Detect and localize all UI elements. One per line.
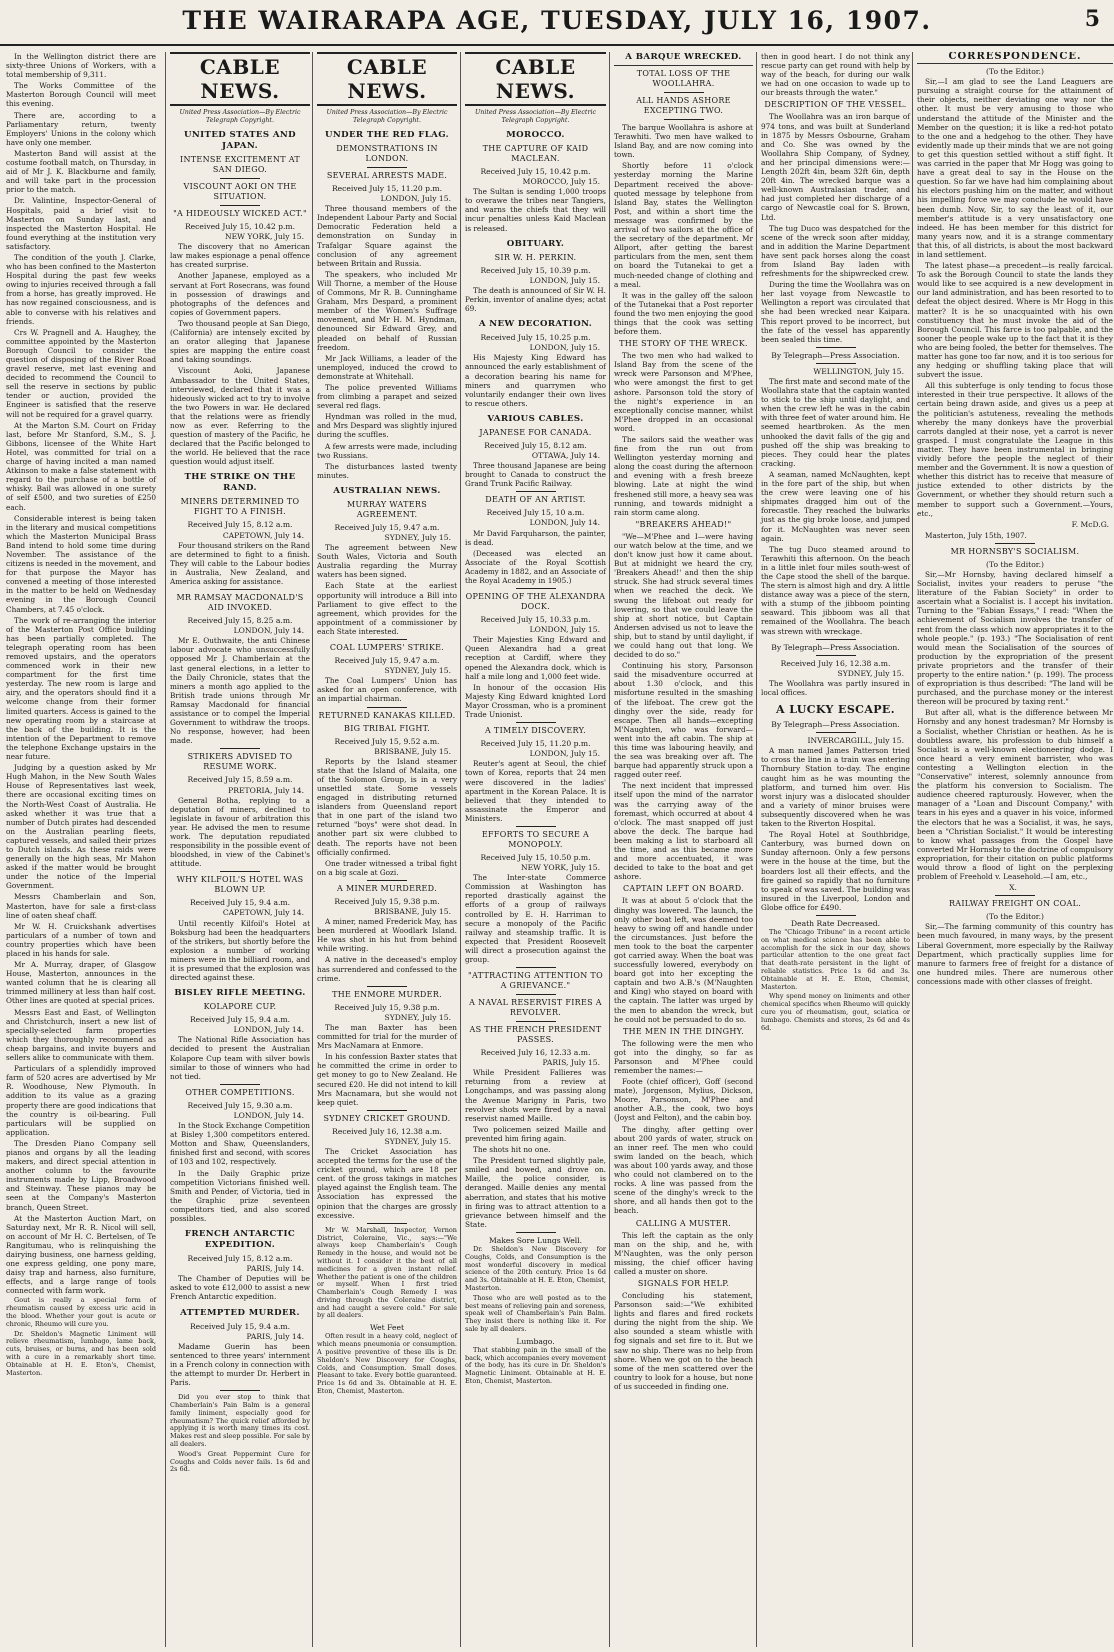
paragraph: The tug Duco steamed around to Terawhiti this afternoon. On the beach in a little inlet four miles south-west of the Cape stood the shell of the barque. The stern is almost high and dry. A little distance away was a piece of the stern, with a stump of the jibboom pointing seaward. This jibboom was all that remained of the Woollahra. The beach was strewn with wreckage. [761,544,910,636]
advertisement: Did you ever stop to think that Chamberlain's Pain Balm is a general family liniment, especially good for rheumatism? The quick relief afforded by applying it is worth many times its cost. Makes rest and sleep possible. For sale by all dealers. [170,1393,310,1448]
dateline: MOROCCO, July 15. [522,177,600,187]
paragraph: The Sultan is sending 1,000 troops to overawe the tribes near Tangiers, and warns the chiefs that they will incur penalties unless Kaid Maclean is released. [465,187,606,233]
article-subheading: KOLAPORE CUP. [203,1002,277,1012]
paragraph: Masterton Band will assist at the costume football match, on Thursday, in aid of Mr J. K. Blackburne and family, and will take part in the procession prior to the match. [6,148,156,195]
paragraph: Judging by a question asked by Mr Hugh Mahon, in the New South Wales House of Representatives last week, there are occasional exciting times on the North-West Coast of Australia. He asked whether it was true that a number of Dutch pirates had descended on the Australian pearling fleets, captured vessels, and sailed their prizes to Dutch islands. As these raids were generally on the high seas, Mr Mahon asked if the matter would be brought under the notice of the Imperial Government. [6,763,156,891]
received-line: Received July 15, 10 a.m. [486,508,585,518]
received-line: Received July 15, 9.47 a.m. [334,656,440,666]
paragraph: The next incident that impressed itself upon the mind of the narrator was the carrying away of the foremast, which occurred at about 4 o'clock. The mast snapped off just above the deck. The barque had been making a list to starboard all the time, and as this became more and more accentuated, it was decided to take to the boat and get ashore. [614,781,753,882]
paragraph: The following were the men who got into the dinghy, so far as Parsonson and M'Phee could remember the names:— [614,1038,753,1075]
paragraph: The death is announced of Sir W. H. Perkin, inventor of analine dyes; actat 69. [465,285,606,314]
divider [220,748,260,749]
divider [516,1021,556,1022]
received-line: Received July 15, 8.12 a.m. [187,520,293,530]
article-heading: VARIOUS CABLES. [487,413,584,424]
paragraph: Hyndman was rolled in the mud, and Mrs Despard was slightly injured during the scuffles. [317,412,457,440]
paragraph: The Royal Hotel at Southbridge, Canterbury, was burned down on Sunday afternoon. Only a few persons were in the house at the time, but the boarders lost all their effects, and the fire gained so rapidly that no furniture to speak of was saved. The building was insured in the Liverpool, London and Globe office for £490. [761,830,910,912]
article-subheading: SEVERAL ARRESTS MADE. [326,171,448,180]
article-heading: A BARQUE WRECKED. [614,52,753,66]
paragraph: The Cricket Association has accepted the terms for the use of the cricket ground, which are 18 per cent. of the gross takings in matches played against the English team. The Association has expressed the opinion that the charges are grossly excessive. [317,1146,457,1220]
dateline: PARIS, July 15. [542,1058,600,1068]
paragraph: A native in the deceased's employ has surrendered and confessed to the crime. [317,955,457,983]
salutation: (To the Editor.) [986,559,1044,569]
divider [367,1110,407,1111]
dateline: NEW YORK, July 15. [520,863,600,873]
paragraph: The first mate and second mate of the Woollahra state that the captain wanted to stick to the ship until daylight, and when the crew left he was in the cabin with three feet of water around him. He seemed heartbroken. As the men unhooked the davit falls of the gig and pushed off the ship was breaking to pieces. They could hear the plates cracking. [761,377,910,468]
paragraph: Reports by the Island steamer state that the Island of Malaita, one of the Solomon Group, is in a very unsettled state. Some vessels engaged in distributing returned islanders from Queensland report that in one part of the island two returned "boys" were shot dead. In another part six were clubbed to death. The reports have not been officially confirmed. [317,756,457,857]
letter-date: Masterton, July 15th, 1907. [925,530,1027,540]
article-subheading: BIG TRIBAL FIGHT. [344,723,430,733]
dateline: LONDON, July 15. [529,343,600,353]
received-line: Received July 15, 9.4 a.m. [189,1321,291,1331]
article-subheading: EFFORTS TO SECURE A MONOPOLY. [481,829,590,849]
article-subheading: THE STORY OF THE WRECK. [619,339,748,349]
paragraph: Sir,—Mr Hornsby, having declared himself a Socialist, invites your readers to peruse "the literature of the Fabian Society" in order to ascertain what a Socialist is. I accept his invitation. Turning to the "Fabian Essays," I read: "When the achievement of Socialism involves the transfer of rent from the class which now appropriates it to the whole people." (p. 193.) "The Socialisation of rent would mean the Socialisation of the sources of production by the expropriation of the present private proprietors and the transfer of their property to the entire nation." (p. 199). The process of expropriation is thus described: "The land will be purchased, and the purchase money or the interest thereon will be procured by taxing rent." [917,569,1113,707]
advertisement-heading: Makes Sore Lungs Well. [489,1235,582,1245]
article-heading: AUSTRALIAN NEWS. [333,485,441,496]
paragraph: Sir,—The farming community of this country has been much favoured, in many ways, by the present Liberal Government, more especially by the Railway Department, which practically supplies lime for manure to farmers free of freight for a distance of one hundred miles. There are numerous other concessions made with other classes of freight. [917,922,1113,986]
dateline: SYDNEY, July 15. [384,666,451,676]
divider [220,589,260,590]
paragraph: In the Daily Graphic prize competition Victorians finished well. Smith and Pender, of Victoria, tied in the Graphic prize seventeen competitors tied, and also scored possibles. [170,1168,310,1223]
paragraph: Each State at the earliest opportunity will introduce a Bill into Parliament to give effect to the agreement, which provides for the appointment of a commissioner by each State interested. [317,581,457,636]
article-subheading: DEMONSTRATIONS IN LONDON. [336,144,438,163]
paragraph: The Dresden Piano Company sell pianos and organs by all the leading makers, and direct special attention in another column to the favourite instruments made by Lipp, Broadwood and Steinway. These pianos may be seen at the Company's Masterton branch, Queen Street. [6,1138,156,1212]
article-subheading: DESCRIPTION OF THE VESSEL. [764,100,907,110]
divider [516,1232,556,1233]
received-line: Received July 15, 9.47 a.m. [334,522,440,532]
paragraph: Another Japanese, employed as a servant at Fort Rosecrans, was found in possession of drawings and photographs of the defences and copies of Government papers. [170,271,310,317]
paragraph: Their Majesties King Edward and Queen Alexandra had a great reception at Cardiff, where they opened the Alexandra dock, which is half a mile long and 1,000 feet wide. [465,635,606,681]
article-heading: UNDER THE RED FLAG. [324,130,450,140]
press-credit: United Press Association—By Electric Telegraph Copyright. [326,109,448,124]
paragraph: The Coal Lumpers' Union has asked for an open conference, with an impartial chairman. [317,676,457,704]
paragraph: The police prevented Williams from climbing a parapet and seized several red flags. [317,382,457,411]
dateline: SYDNEY, July 15. [384,533,451,542]
advertisement: Dr. Sheldon's New Discovery for Coughs, Colds, and Consumption is the most wonderful discovery in medical science of the 20th century. Price 1s 6d and 3s. Obtainable at H. E. Eton, Chemist, Masterton. [465,1244,606,1292]
divider [995,543,1035,544]
received-line: Received July 15, 9.4 a.m. [189,898,291,908]
divider [367,639,407,640]
received-line: Received July 15, 9.4 a.m. [189,1015,291,1025]
received-line: Received July 16, 12.38 a.m. [332,1126,442,1136]
divider [516,722,556,723]
paragraph: All this subterfuge is only tending to focus those interested in their true perspective. It allows of the certain being drawn aside, and gives us a peep at the politician's astuteness, revealing the methods whereby the many donkeys have the proverbial carrots dangled at their nose, yet a carrot is never grasped. I must congratulate the League in this matter. They have been instrumental in bringing vividly before the people the neglect of their member and the Government. It is now a question of whether this district has to receive that measure of justice extended to other districts by the Government, or whether they should return such a member to support such a Government.—Yours, etc., [917,381,1113,518]
article-heading: MOROCCO. [506,130,565,140]
divider [816,655,856,656]
paragraph: There are, according to a Parliamentary return, twenty Employers' Unions in the colony which have only one member. [6,110,156,147]
article-subheading: CAPTAIN LEFT ON BOARD. [622,884,744,894]
divider [816,915,856,916]
paragraph: Messrs East and East, of Wellington and Christchurch, insert a new list of specially-selected farm properties which they thoroughly recommend as cheap bargains, and invite buyers and sellers alike to communicate with them. [6,1007,156,1063]
article-subheading: "BREAKERS AHEAD!" [635,519,732,529]
paragraph: A miner, named Frederick May, has been murdered at Woodlark Island. He was shot in his hut from behind while writing. [317,917,457,954]
salutation: (To the Editor.) [986,912,1044,922]
dateline: SYDNEY, July 15. [837,668,904,678]
received-line: Received July 15, 9.38 p.m. [334,896,440,906]
advertisement: That stabbing pain in the small of the back, which accompanies every movement of the body, has its cure in Dr. Sheldon's Magnetic Liniment. Obtainable at H. E. Eton, Chemist, Masterton. [465,1345,606,1386]
divider [516,491,556,492]
divider [367,167,407,168]
paragraph: In the Wellington district there are sixty-three Unions of Workers, with a total membership of 9,311. [6,52,156,80]
column-cable-news-3 [460,52,610,1647]
column-barque-wrecked [609,52,757,1647]
paragraph: Continuing his story, Parsonson said the misadventure occurred at about 1.30 o'clock, and this misfortune resulted in the smashing of the lifeboat. The crew got the dinghy over the side, ready for escape. Then all hands—excepting M'Naughten, who was forward—went into the aft cabin. The ship at this time was labouring heavily, and the sea was breaking over aft. The barque had apparently struck upon a ragged outer reef. [614,661,753,780]
article-subheading: SIGNALS FOR HELP. [637,1278,730,1288]
article-subheading: VISCOUNT AOKI ON THE SITUATION. [183,182,297,201]
article-heading: OBITUARY. [506,238,565,249]
article-subheading: TOTAL LOSS OF THE WOOLLAHRA. [636,69,731,88]
advertisement-heading: Lumbago. [516,1336,555,1346]
advertisement: Often result in a heavy cold, neglect of which means pneumonia or consumption. A positive preventive of these ills is Dr. Sheldon's New Discovery for Coughs, Colds, and Consumption. Small doses. Pleasant to take. Every bottle guaranteed. Price 1s 6d and 3s. Obtainable at H. E. Eton, Chemist, Masterton. [317,1332,457,1395]
dateline: LONDON, July 15. [529,275,600,285]
divider [995,895,1035,896]
paragraph: The National Rifle Association has decided to present the Australian Kolapore Cup team with silver bowls similar to those of winners who had not tied. [170,1035,310,1081]
advertisement-heading: Wet Feet [369,1323,405,1333]
newspaper-title: THE WAIRARAPA AGE, TUESDAY, JULY 16, 1907. [182,6,932,35]
signature: X. [1009,883,1017,893]
article-subheading: MR RAMSAY MACDONALD'S AID INVOKED. [176,593,304,613]
paragraph: Until recently Kilfoil's Hotel at Boksburg had been the headquarters of the strikers, but shortly before the explosion a number of working miners were in the billiard room, and it is presumed that the explosion was directed against these. [170,918,310,983]
paragraph: The two men who had walked to Island Bay from the scene of the wreck were Parsonson and M'Phee, who were amongst the first to get ashore. Parsonson told the story of the night's experience in an exceptionally concise manner, whilst M'Phee dropped in an occasional word. [614,351,753,433]
divider [816,732,856,733]
paragraph: Four thousand strikers on the Rand are determined to fight to a finish. They will cable to the Labour bodies in Australia, New Zealand, and America asking for assistance. [170,540,310,586]
paragraph: Two policemen seized Maille and prevented him firing again. [465,1124,606,1143]
article-subheading: "A HIDEOUSLY WICKED ACT." [173,209,307,218]
advertisement: Wood's Great Peppermint Cure for Coughs and Colds never fails. 1s 6d and 2s 6d. [170,1449,310,1474]
dateline: SYDNEY, July 15. [384,1012,451,1022]
paragraph: It was in the galley off the saloon of the Tutanekai that a Post reporter found the two men enjoying the good things that the cook was setting before them. [614,290,753,337]
article-subheading: INTENSE EXCITEMENT AT SAN DIEGO. [180,155,300,174]
column-correspondence [912,52,1114,1647]
received-line: Received July 15, 11.20 p.m. [480,739,591,749]
article-subheading: SYDNEY CRICKET GROUND. [323,1113,451,1123]
dateline: LONDON, July 15. [380,194,451,204]
paragraph: Messrs Chamberlain and Son, Masterton, have for sale a first-class line of oaten sheaf chaff. [6,892,156,920]
paragraph: The man Baxter has been committed for trial for the murder of Mrs MacNamara at Enmore. [317,1022,457,1051]
article-subheading: WHY KILFOIL'S HOTEL WAS BLOWN UP. [176,875,304,895]
article-subheading: RAILWAY FREIGHT ON COAL. [948,899,1082,909]
column-cable-news-1 [165,52,314,1647]
dateline: LONDON, July 14. [233,626,304,636]
received-line: Received July 15, 8.12 a.m. [187,1254,293,1264]
dateline: LONDON, July 14. [233,1025,304,1035]
article-heading: UNITED STATES AND JAPAN. [183,130,296,151]
press-credit: United Press Association—By Electric Telegraph Copyright. [474,109,597,124]
dateline: BRISBANE, July 15. [374,907,451,916]
paragraph: But after all, what is the difference between Mr Hornsby and any honest tradesman? Mr Hornsby is a Socialist, whether Christian or heathen. As he is doubtless aware, his profession to dub himself a Socialist is a well-known electioneering dodge. I once heard a very eminent barrister, who was contesting a Wellington election in the "Conservative" interest, solemnly announce from the platform his conversion to Socialism. The audience cheered rapturously. However, when the manager of a "Loan and Discount Company," with tears in his eyes and a quaver in his voice, informed the electors that he was a Socialist, it was, he says, been a "Christian Socialist." It would be interesting to know what passages from the Gospel have converted Mr Hornsby to the doctrine of compulsory expropriation, for their citation on public platforms would throw a flood of light on the perplexing problem of Freehold v. Leasehold.—I am, etc., [917,708,1113,882]
paragraph: The Woollahra was an iron barque of 974 tons, and was built at Sunderland in 1875 by Messrs Osbourne, Graham and Co. She was owned by the Woollahra Ship Company, of Sydney, and her principal dimensions were:—Length 202ft 4in, beam 32ft 6in, depth 20ft 4in. The wrecked barque was a well-known Australasian trader, and had just completed her discharge of a cargo of Newcastle coal for S. Brown, Ltd. [761,112,910,222]
article-subheading: MR HORNSBY'S SOCIALISM. [950,546,1080,556]
dateline: INVERCARGILL, July 15. [807,736,904,746]
dateline: NEW YORK, July 15. [224,232,304,242]
divider [664,119,704,120]
article-subheading: THE ENMORE MURDER. [332,989,442,999]
paragraph: Viscount Aoki, Japanese Ambassador to the United States, interviewed, declared that it was a hideously wicked act to try to involve the two Powers in war. He declared that the relations were as friendly now as ever. Referring to the question of mastery of the Pacific, he declared that the Pacific belonged to the world. He believed that the race question would adjust itself. [170,366,310,467]
paragraph: Considerable interest is being taken in the literary and musical competitions which the Masterton Municipal Brass Band intend to hold some time during November. The assistance of the citizens is needed in the movement, and for that purpose the Mayor has convened a meeting of those interested in the matter to be held on Wednesday evening in the Borough Council Chambers, at 7.45 o'clock. [6,513,156,614]
section-banner: CABLE NEWS. [465,52,606,106]
dateline: LONDON, July 14. [233,1110,304,1120]
paragraph: Mr W. H. Cruickshank advertises particulars of a number of town and country properties which have been placed in his hands for sale. [6,921,156,958]
column-local-news [6,52,160,1647]
article-subheading: AS THE FRENCH PRESIDENT PASSES. [469,1025,602,1045]
paragraph: Two thousand people at San Diego, (California) are intensely excited by an orator alleging that Japanese spies are mapping the entire coast and taking soundings. [170,318,310,365]
masthead [0,0,1114,46]
received-line: Received July 15, 8.25 a.m. [187,616,293,626]
article-heading: FRENCH ANTARCTIC EXPEDITION. [184,1229,296,1251]
divider [220,178,260,179]
telegraph-credit: By Telegraph—Press Association. [771,642,900,652]
dateline: PARIS, July 14. [246,1331,304,1341]
column-wreck-continued [756,52,914,1647]
paragraph: The condition of the youth J. Clarke, who has been confined to the Masterton Hospital during the past few weeks owing to injuries received through a fall from a horse, has greatly improved. He has now regained consciousness, and is able to converse with his relatives and friends. [6,252,156,326]
telegraph-credit: By Telegraph—Press Association. [771,720,900,730]
paragraph: The barque Woollahra is ashore at Terawhiti. Two men have walked to Island Bay, and are now coming into town. [614,123,753,160]
article-heading: BISLEY RIFLE MEETING. [174,988,306,999]
article-subheading: MURRAY WATERS AGREEMENT. [346,499,427,519]
paragraph: During the time the Woollahra was on her last voyage from Newcastle to Wellington a report was circulated that she had been wrecked near Kaipara. This report proved to be incorrect, but the fate of the vessel has apparently been sealed this time. [761,280,910,344]
page-number: 5 [1084,6,1100,32]
section-banner: CABLE NEWS. [170,52,310,106]
article-subheading: DEATH OF AN ARTIST. [485,495,586,505]
received-line: Received July 15, 10.33 p.m. [480,615,591,625]
dateline: CAPETOWN, July 14. [222,530,304,540]
paragraph: The dinghy, after getting over about 200 yards of water, struck on an inner reef. The men who could swim landed on the beach, which was about 100 yards away, and those who could not clambered on to the rocks. A line was passed from the scene of the dinghy's wreck to the shore, and all hands then got to the beach. [614,1124,753,1216]
dateline: SYDNEY, July 15. [384,1136,451,1146]
paragraph: A man named James Patterson tried to cross the line in a train was entering Thornbury Station to-day. The engine caught him as he was mounting the platform, and turned him over. His worst injury was a dislocated shoulder and a variety of minor bruises were subsequently discovered when he was taken to the Riverton Hospital. [761,746,910,829]
paragraph: One trader witnessed a tribal fight on a big scale at Gozi. [317,858,457,877]
article-subheading: ALL HANDS ASHORE EXCEPTING TWO. [636,96,731,115]
paragraph: The tug Duco was despatched for the scene of the wreck soon after midday, and in addition the Marine Department have sent pack horses along the coast from Island Bay laden with refreshments for the shipwrecked crew. [761,223,910,279]
paragraph: In the Stock Exchange Competition at Bisley 1,300 competitors entered. Motton and Shaw, Queenslanders, finished first and second, with scores of 103 and 102, respectively. [170,1121,310,1167]
paragraph: Crs W. Pragnell and A. Haughey, the committee appointed by the Masterton Borough Council to consider the question of disposing of the River Road gravel reserve, met last evening and decided to recommend the Council to sell the reserve in sections by public tender or auction, provided the Engineer is satisfied that the reserve will not be required for a gravel quarry. [6,327,156,419]
paragraph: Particulars of a splendidly improved farm of 520 acres are advertised by Mr R. Woodhouse, New Plymouth. In addition to its value as a grazing property there are good indications that the country is oil-bearing. Full particulars will be supplied on application. [6,1064,156,1137]
paragraph: Madame Guerin has been sentenced to three years' internment in a French colony in connection with the attempt to murder Dr. Herbert in Paris. [170,1341,310,1388]
paragraph: The Woollahra was partly insured in local offices. [761,678,910,697]
paragraph: While President Fallieres was returning from a review at Longchamps, and was passing along the Avenue Marigny in Paris, two revolver shots were fired by a naval reservist named Maille. [465,1068,606,1123]
received-line: Received July 15, 9.52 a.m. [334,736,440,746]
paragraph: The disturbances lasted twenty minutes. [317,461,457,480]
paragraph: Dr. Valintine, Inspector-General of Hospitals, paid a brief visit to Masterton on Sunday last, and inspected the Masterton Hospital. He found everything at the institution very satisfactory. [6,196,156,251]
divider [367,707,407,708]
paragraph: In his confession Baxter states that he committed the crime in order to get money to go to New Zealand. He secured £20. He did not intend to kill Mrs Macnamara, but she would not keep quiet. [317,1052,457,1107]
article-heading: THE STRIKE ON THE RAND. [184,472,296,494]
dateline: CAPETOWN, July 14. [222,908,304,918]
received-line: Received July 15, 11.20 p.m. [331,184,443,193]
divider [367,986,407,987]
divider [816,639,856,640]
received-line: Received July 15, 8.59 a.m. [187,775,293,785]
dateline: LONDON, July 15. [529,625,600,635]
paragraph: A few arrests were made, including two Russians. [317,441,457,460]
dateline: LONDON, July 15. [529,749,600,759]
article-subheading: THE CAPTURE OF KAID MACLEAN. [482,144,589,163]
dateline: PARIS, July 14. [246,1264,304,1274]
paragraph: The shots hit no one. [473,1145,551,1155]
paragraph: The agreement between New South Wales, Victoria and South Australia regarding the Murray waters has been signed. [317,543,457,580]
paragraph: Reuter's agent at Seoul, the chief town of Korea, reports that 24 men were discovered in the ladies' apartment in the Korean Palace. It is believed that they intended to assassinate the Emperor and Ministers. [465,759,606,823]
advertisement: Dr. Sheldon's Magnetic Liniment will relieve rheumatism, lumbago, lame back, cuts, bruises, or burns, and has been sold with a cure in a remarkably short time. Obtainable at H. E. Eton's, Chemist, Masterton. [6,1329,156,1377]
paragraph: The Chamber of Deputies will be asked to vote £12,000 to assist a new French Antarctic expedition. [170,1274,310,1302]
paragraph: The President turned slightly pale, smiled and bowed, and drove on. Maille, the police consider, is deranged. Maille denies any mental aberration, and states that his motive in firing was to attract attention to a grievance between himself and the State. [465,1156,606,1229]
received-line: Received July 15, 10.42 p.m. [480,167,591,176]
paragraph: Mr E. Outhwaite, the anti Chinese labour advocate who unsuccessfully opposed Mr J. Chamberlain at the last general elections, in a letter to the Daily Chronicle, states that the miners a month ago applied to the British trade unions through Mr Ramsay Macdonald for financial assistance or to compel the Imperial Government to withdraw the troops. No response, however, had been made. [170,636,310,746]
received-line: Received July 15, 10.42 p.m. [184,222,296,231]
paragraph: The Works Committee of the Masterton Borough Council will meet this evening. [6,81,156,109]
advertisement: Mr W. Marshall, Inspector, Vernon District, Coleraine, Vic., says:—"We always keep Chamberlain's Cough Remedy in the house, and would not be without it. I consider it the best of all medicines for a given instant relief. Whether the patient is one of the children or myself. When I first tried Chamberlain's Cough Remedy I was driving through the Coleraine district, and had caught a severe cold." For sale by all dealers. [317,1225,457,1320]
paragraph: The Inter-state Commerce Commission at Washington has reported drastically against the efforts of a group of railways controlled by E. H. Harriman to secure a monopoly of the Pacific railway and steamship traffic. It is expected that President Roosevelt will direct a prosecution against the group. [465,873,606,964]
advertisement: Gout is really a special form of rheumatism caused by excess uric acid in the blood. Whether your gout is acute or chronic, Rheumo will cure you. [6,1296,156,1328]
paragraph: Foote (chief officer), Goff (second mate), Jorgenson, Mylius, Dickson, Moore, Parsonson, M'Phee and another A.B., the cook, two boys (Joyst and Felton), and the cabin boy. [614,1077,753,1123]
paragraph: Mr Jack Williams, a leader of the unemployed, induced the crowd to demonstrate at Whitehall. [317,353,457,381]
article-subheading: CALLING A MUSTER. [635,1218,732,1228]
paragraph: (Deceased was elected an Associate of the Royal Scottish Academy in 1882, and an Associate of the Royal Academy in 1905.) [465,548,606,585]
article-subheading: THE MEN IN THE DINGHY. [622,1026,744,1036]
article-subheading: STRIKERS ADVISED TO RESUME WORK. [187,752,293,772]
received-line: Received July 15, 8.12 am. [484,440,587,450]
telegraph-credit: By Telegraph—Press Association. [771,350,900,360]
section-banner: CABLE NEWS. [317,52,457,106]
paragraph: The speakers, who included Mr Will Thorne, a member of the House of Commons, Mr R. B. Cunninghame Graham, Mrs Despard, a prominent member of the Women's Suffrage movement, and Mr H. M. Hyndman, denounced Sir Edward Grey, and pleaded on behalf of Russian freedom. [317,269,457,352]
paragraph: This left the captain as the only man on the ship, and he, with M'Naughten, was the only person missing, the chief officer having called a muster on shore. [614,1230,753,1276]
paragraph: His Majesty King Edward has announced the early establishment of a decoration bearing his name for miners and quarrymen who voluntarily endanger their own lives to rescue others. [465,353,606,408]
advertisement: Why spend money on liniments and other chemical specifics when Rheumo will quickly cure you of rheumatism, gout, sciatica or lumbago. Chemists and stores, 2s 6d and 4s 6d. [761,992,910,1032]
paragraph: At the Masterton Auction Mart, on Saturday next, Mr R. R. Nicol will sell, on account of Mr H. C. Bertelsen, of Te Rangitumau, who is relinquishing the dairying business, one harness gelding, one express gelding, one pony mare, daisy trap and harness, also furniture, effects, and a large range of tools connected with farm work. [6,1213,156,1296]
paragraph: "We—M'Phee and I—were having our watch below at the time, and we don't know just how it came about. But at midnight we heard the cry, 'Breakers Ahead!' and then the ship struck. She had struck several times when we reached the deck. We swung the lifeboat out ready for lowering, so that we could leave the ship at short notice, but Captain Andersen advised us not to leave the ship, but to stand by until daylight, if we could hang out that long. We decided to do so." [614,531,753,660]
article-subheading: A TIMELY DISCOVERY. [485,726,586,736]
dateline: LONDON, July 14. [529,518,600,528]
paragraph: then in good heart. I do not think any rescue party can get round with help by way of the beach, for during our walk we had on one occasion to wade up to our breasts through the water." [761,52,910,98]
advertisement-heading: Death Rate Decreased. [791,918,880,928]
divider [516,826,556,827]
paragraph: Three thousand members of the Independent Labour Party and Social Democratic Federation held a demonstration on Sunday in Trafalgar Square against the conclusion of any agreement between Britain and Russia. [317,204,457,268]
dateline: WELLINGTON, July 15. [813,366,904,376]
article-subheading: OPENING OF THE ALEXANDRA DOCK. [465,592,606,612]
signature: F. McD.G. [1071,519,1109,529]
received-line: Received July 16, 12.33 a.m. [480,1048,591,1058]
article-heading: A LUCKY ESCAPE. [776,703,895,717]
press-credit: United Press Association—By Electric Telegraph Copyright. [179,109,301,124]
paragraph: Mr A. Murray, draper, of Glasgow House, Masterton, announces in the wanted column that he is clearing all trimmed millinery at less than half cost. Other lines are quoted at special prices. [6,960,156,1006]
article-subheading: JAPANESE FOR CANADA. [479,427,592,437]
received-line: Received July 15, 10.25 p.m. [480,333,591,343]
dateline: BRISBANE, July 15. [374,746,451,756]
received-line: Received July 15, 9.30 a.m. [187,1100,293,1110]
divider [516,588,556,589]
dateline: OTTAWA, July 14. [531,450,600,460]
paragraph: The latest phase—a precedent—is really farcical. To ask the Borough Council to state the lands they would like to see acquired is a new development in our land administration, and has been resorted to to defeat the object desired. Where is Mr Hogg in this matter? It is he so unacquainted with his own constituency that he must invoke the aid of the Borough Council. This farce is too palpable, and the sooner the people wake up to the fact that it is they who are being fooled, the better for themselves. The matter has gone too far now, and it is too serious for any hedging or shuffling taking place that will subvert the issue. [917,261,1113,380]
received-line: Received July 15, 9.38 p.m. [334,1002,440,1012]
advertisement: The "Chicago Tribune" in a recent article on what medical science has been able to accomplish for the sick in our day, shows particular attention to the one great fact that death-rate persistent in the light of reliable statistics. Price 1s 6d and 3s. Obtainable at H. E. Eton, Chemist, Masterton. [761,928,910,991]
article-subheading: MINERS DETERMINED TO FIGHT TO A FINISH. [180,497,300,517]
column-cable-news-2 [312,52,461,1647]
divider [367,880,407,881]
paragraph: Mr David Farquharson, the painter, is dead. [465,528,606,547]
divider [664,92,704,93]
article-subheading: A MINER MURDERED. [337,883,437,893]
article-subheading: SIR W. H. PERKIN. [494,252,577,262]
paragraph: Concluding his statement, Parsonson said:—"We exhibited lights and flares and fired rockets during the night from the ship. We also sounded a steam whistle with fog signals and set fire to it. But we saw no ship. There was no help from shore. When we got on to the beach some of the men scattered over the country to look for a house, but none of us succeeded in finding one. [614,1290,753,1391]
article-subheading: A NAVAL RESERVIST FIRES A REVOLVER. [469,998,602,1018]
article-subheading: "ATTRACTING ATTENTION TO A GRIEVANCE." [468,971,603,991]
article-subheading: OTHER COMPETITIONS. [185,1087,295,1097]
article-heading: A NEW DECORATION. [478,319,593,330]
received-line: Received July 15, 10.50 p.m. [480,852,591,862]
advertisement: Those who are well posted as to the best means of relieving pain and soreness, speak well of Chamberlain's Pain Balm. They insist there is nothing like it. For sale by all dealers. [465,1293,606,1333]
divider [816,363,856,364]
divider [220,1084,260,1085]
article-subheading: COAL LUMPERS' STRIKE. [329,643,445,653]
paragraph: The discovery that no American law makes espionage a penal offence has created surprise. [170,242,310,270]
article-subheading: RETURNED KANAKAS KILLED. [318,710,456,720]
paragraph: At the Marton S.M. Court on Friday last, before Mr Stanford, S.M., S. J. Gibbons, licensee of the White Hart Hotel, was committed for trial on a charge of having incited a man named Atkinson to make a false statement with regard to the purchase of a bottle of whisky. Bail was allowed in one surety of self £500, and two sureties of £250 each. [6,420,156,512]
divider [220,1390,260,1391]
received-line: Received July 15, 10.39 p.m. [480,265,591,275]
paragraph: Three thousand Japanese are being brought to Canada to construct the Grand Trunk Pacific Railway. [465,461,606,489]
paragraph: General Botha, replying to a deputation of miners, declined to legislate in favour of arbitration this year. He advised the men to resume work. The deputation repudiated responsibility in the possible event of bloodshed, in view of the Cabinet's attitude. [170,795,310,869]
divider [367,1223,407,1224]
section-heading: CORRESPONDENCE. [917,52,1113,64]
divider [516,994,556,995]
divider [516,967,556,968]
paragraph: Shortly before 11 o'clock yesterday morning the Marine Department received the above-quoted message by telephone from Island Bay, states the Wellington Post, and within a short time the message was confirmed by the arrival of two sailors at the office of the secretary of the department. Mr Allport, after getting the barest particulars from the men, sent them on board the Tutanekai to get a much-needed change of clothing and a meal. [614,161,753,289]
received-line: Received July 16, 12.38 a.m. [780,658,891,668]
divider [816,347,856,348]
paragraph: Sir,—I am glad to see the Land Leaguers are pursuing a straight course for the attainment of their objects, neither deviating one way nor the other. It must be very amusing to those who understand the attitude of the Minister and the Member on the question; it is like a red-hot potato to the one and a hedgehog to the other. They have evidently made up their minds that we are not going to get this question settled without a stiff fight. It was carried in the paper that Mr Hogg was going to have a great deal to say in the House on the question. So far we have had him complaining about his electors pushing him on the matter, and without his impelling force we may conclude he would have been dumb. Now, Sir, to say the least of it, our member's attitude is a very unsatisfactory one indeed. He has been member for this district for many years now, and it is a strange commentary that this, of all districts, is about the most backward in land settlement. [917,77,1113,259]
dateline: PRETORIA, July 14. [228,785,304,795]
paragraph: A seaman, named McNaughten, kept in the fore part of the ship, but when the crew were leaving one of his shipmates dragged him out of the forecastle. They reached the bulwarks just as the gig broke loose, and jumped for it. McNaughten was never seen again. [761,469,910,543]
paragraph: In honour of the occasion His Majesty King Edward knighted Lord Mayor Crossman, who is a prominent Trade Unionist. [465,682,606,720]
divider [220,871,260,872]
paragraph: The sailors said the weather was fine from the run out from Wellington yesterday morning and along the coast during the afternoon and evening with a fresh breeze blowing. Late at night the wind freshened still more, a heavy sea was running, and towards midnight a rain storm came along. [614,435,753,517]
salutation: (To the Editor.) [986,67,1044,77]
paragraph: The work of re-arranging the interior of the Masterton Post Office building has been partially completed. The telegraph operating room has been removed upstairs, and the operators commenced work in their new compartment for the first time yesterday. The new room is large and airy, and the operators should find it a welcome change from their former limited quarters. Access is gained to the new operating room by a staircase at the back of the building. It is the intention of the Department to remove the telephone Exchange upstairs in the near future. [6,615,156,762]
divider [220,205,260,206]
paragraph: It was at about 5 o'clock that the dinghy was lowered. The launch, the only other boat left, was deemed too heavy to swing off and handle under the circumstances. Just before the men took to the boat the carpenter got carried away. When the boat was successfully lowered, everybody on board got into her excepting the captain and two A.B.'s (M'Naughten and King) who stayed on board with the captain. The latter was urged by the men to abandon the wreck, but he could not be persuaded to do so. [614,896,753,1024]
article-heading: ATTEMPTED MURDER. [180,1307,300,1318]
